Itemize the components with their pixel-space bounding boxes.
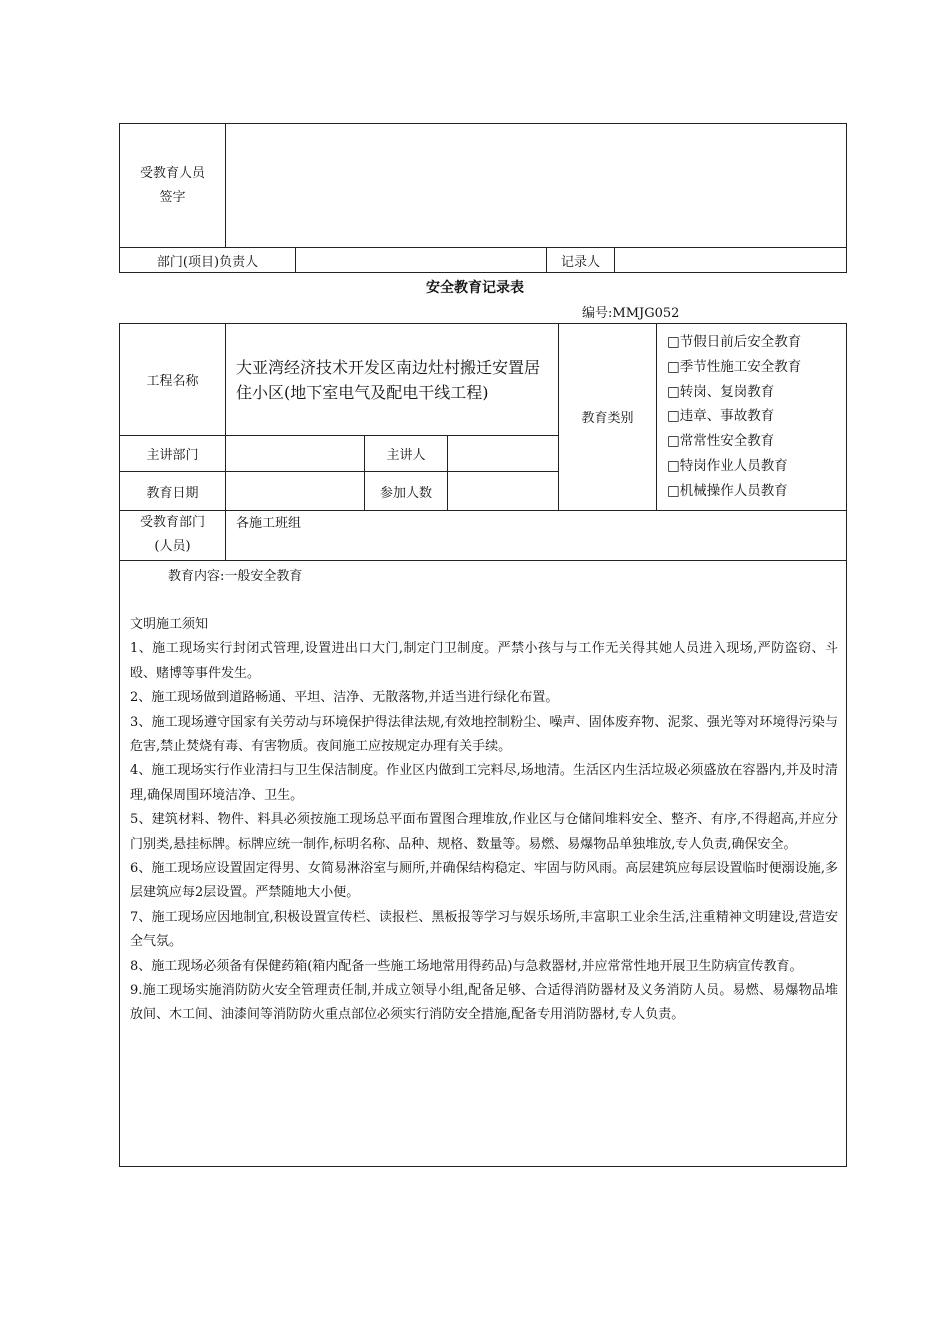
participants-label: 参加人数 bbox=[365, 472, 448, 510]
edu-date-label: 教育日期 bbox=[120, 472, 226, 510]
edu-category-checkbox[interactable]: □转岗、复岗教育 bbox=[667, 383, 775, 400]
content-heading: 文明施工须知 bbox=[130, 616, 209, 632]
content-item: 7、施工现场应因地制宜,积极设置宣传栏、读报栏、黑板报等学习与娱乐场所,丰富职工业余生活,注重精神文明建设,营造安全气氛。 bbox=[130, 909, 838, 950]
lecture-dept-field[interactable] bbox=[226, 436, 365, 472]
signature-table bbox=[119, 123, 847, 273]
lecturer-field[interactable] bbox=[448, 436, 559, 472]
project-name-label: 工程名称 bbox=[120, 324, 226, 436]
edu-category-list bbox=[657, 324, 847, 511]
content-item: 9.施工现场实施消防防火安全管理责任制,并成立领导小组,配备足够、合适得消防器材及义务消防人员。易燃、易爆物品堆放间、木工间、油漆间等消防防火重点部位必须实行消防安全措施,配备专用消防器材,专人负责。 bbox=[130, 983, 838, 1023]
education-content bbox=[120, 560, 847, 1166]
dept-head-label: 部门(项目)负责人 bbox=[120, 248, 296, 273]
content-item: 3、施工现场遵守国家有关劳动与环境保护得法律法规,有效地控制粉尘、噪声、固体废弃物、泥浆、强光等对环境得污染与危害,禁止焚烧有毒、有害物质。夜间施工应按规定办理有关手续。 bbox=[130, 714, 838, 755]
content-item: 5、建筑材料、物件、料具必须按施工现场总平面布置图合理堆放,作业区与仓储间堆料安全、整齐、有序,不得超高,并应分门别类,悬挂标牌。标牌应统一制作,标明名称、品种、规格、数量等。易燃、易爆物品单独堆放,专人负责,确保安全。 bbox=[130, 812, 838, 852]
content-item: 2、施工现场做到道路畅通、平坦、洁净、无散落物,并适当进行绿化布置。 bbox=[130, 690, 559, 706]
lecture-dept-label: 主讲部门 bbox=[120, 436, 226, 472]
project-name-value: 大亚湾经济技术开发区南边灶村搬迁安置居住小区(地下室电气及配电干线工程) bbox=[226, 324, 559, 436]
edu-date-field[interactable] bbox=[226, 472, 365, 510]
content-item: 6、施工现场应设置固定得男、女简易淋浴室与厕所,并确保结构稳定、牢固与防风雨。高层建筑应每层设置临时便溺设施,多层建筑应每2层设置。严禁随地大小便。 bbox=[130, 861, 838, 901]
recorder-field[interactable] bbox=[615, 248, 847, 273]
content-subject: 教育内容:一般安全教育 bbox=[168, 568, 303, 584]
edu-category-checkbox[interactable]: □机械操作人员教育 bbox=[667, 482, 788, 499]
content-item: 8、施工现场必须备有保健药箱(箱内配备一些施工场地常用得药品)与急救器材,并应常常性地开展卫生防病宣传教育。 bbox=[130, 958, 803, 974]
document-code: 编号:MMJG052 bbox=[582, 306, 680, 321]
edu-category-checkbox[interactable]: □季节性施工安全教育 bbox=[667, 358, 802, 375]
education-record-table bbox=[119, 323, 847, 1167]
dept-head-field[interactable] bbox=[296, 248, 547, 273]
content-item: 1、施工现场实行封闭式管理,设置进出口大门,制定门卫制度。严禁小孩与与工作无关得其她人员进入现场,严防盗窃、斗殴、赌博等事件发生。 bbox=[130, 641, 838, 681]
lecturer-label: 主讲人 bbox=[365, 436, 448, 472]
trainee-dept-value: 各施工班组 bbox=[226, 510, 847, 560]
edu-category-checkbox[interactable]: □常常性安全教育 bbox=[667, 433, 775, 450]
trainee-dept-label: 受教育部门 (人员) bbox=[120, 510, 226, 560]
page-title: 安全教育记录表 bbox=[426, 280, 524, 296]
content-item: 4、施工现场实行作业清扫与卫生保洁制度。作业区内做到工完料尽,场地清。生活区内生活垃圾必须盛放在容器内,并及时清理,确保周围环境洁净、卫生。 bbox=[130, 763, 838, 803]
edu-category-checkbox[interactable]: □节假日前后安全教育 bbox=[667, 334, 802, 350]
recorder-label: 记录人 bbox=[547, 248, 615, 273]
signature-label: 受教育人员 签字 bbox=[120, 124, 226, 248]
edu-category-checkbox[interactable]: □违章、事故教育 bbox=[667, 408, 775, 425]
edu-type-label: 教育类别 bbox=[559, 324, 657, 511]
signature-field[interactable] bbox=[226, 124, 847, 248]
participants-field[interactable] bbox=[448, 472, 559, 510]
edu-category-checkbox[interactable]: □特岗作业人员教育 bbox=[667, 457, 788, 474]
